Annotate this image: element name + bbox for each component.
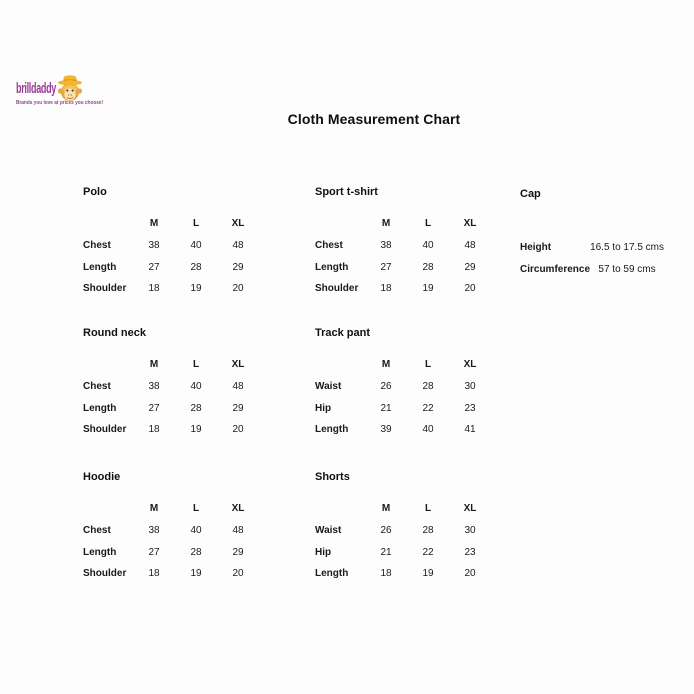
cell-value: 28	[422, 381, 434, 393]
size-col-m: M	[149, 502, 159, 514]
cell-value: 29	[464, 261, 476, 273]
cell-value: 19	[190, 568, 202, 580]
gorilla-with-hat-icon	[57, 74, 83, 102]
row-label: Waist	[315, 525, 342, 537]
cell-value: 28	[190, 402, 202, 414]
cell-value: 30	[464, 381, 476, 393]
size-col-l: L	[424, 502, 432, 514]
shorts-section	[315, 470, 491, 585]
size-col-l: L	[424, 217, 432, 229]
size-col-m: M	[381, 358, 391, 370]
row-label: Shoulder	[83, 568, 127, 580]
hoodie-section	[83, 470, 259, 585]
cell-value: 40	[190, 240, 202, 252]
cell-value: 19	[422, 568, 434, 580]
size-col-l: L	[192, 502, 200, 514]
table-row	[83, 278, 259, 300]
cell-value: 20	[232, 424, 244, 436]
corner-cell	[83, 211, 133, 235]
cell-value: 30	[464, 525, 476, 537]
table-row	[315, 257, 491, 279]
section-title-sport-tshirt: Sport t-shirt	[315, 186, 378, 198]
track-pant-size-table	[315, 352, 491, 441]
table-row	[315, 520, 491, 542]
cell-value: 22	[422, 546, 434, 558]
row-label: Circumference	[520, 263, 591, 275]
size-header-row	[83, 211, 259, 235]
table-row	[83, 542, 259, 564]
row-label: Length	[315, 261, 349, 273]
cell-value: 27	[148, 402, 160, 414]
table-row	[83, 563, 259, 585]
track-pant-section	[315, 326, 491, 441]
cell-value: 23	[464, 402, 476, 414]
cell-value: 48	[232, 525, 244, 537]
sport-tshirt-size-table	[315, 211, 491, 300]
table-row	[315, 419, 491, 441]
table-row	[315, 542, 491, 564]
cap-measurement-table	[520, 236, 664, 280]
brand-wordmark: brilldaddy	[16, 80, 57, 97]
row-label: Hip	[315, 546, 332, 558]
size-col-xl: XL	[231, 502, 245, 514]
polo-size-table	[83, 211, 259, 300]
row-label: Chest	[83, 525, 111, 537]
size-header-row	[315, 496, 491, 520]
cell-value: 38	[148, 240, 160, 252]
section-title-round-neck: Round neck	[83, 327, 146, 339]
size-col-m: M	[149, 358, 159, 370]
cell-value: 23	[464, 546, 476, 558]
row-label: Shoulder	[83, 424, 127, 436]
row-label: Chest	[315, 240, 343, 252]
cell-value: 22	[422, 402, 434, 414]
size-col-xl: XL	[231, 217, 245, 229]
row-label: Shoulder	[83, 283, 127, 295]
row-label: Length	[315, 424, 349, 436]
cell-value: 39	[380, 424, 392, 436]
cell-value: 19	[190, 424, 202, 436]
size-header-row	[83, 352, 259, 376]
cell-value: 40	[422, 424, 434, 436]
size-col-l: L	[192, 217, 200, 229]
table-row	[83, 257, 259, 279]
cell-value: 27	[148, 546, 160, 558]
size-header-row	[315, 211, 491, 235]
cell-value: 57 to 59 cms	[598, 263, 656, 275]
section-title-track-pant: Track pant	[315, 327, 371, 339]
row-label: Waist	[315, 381, 342, 393]
cell-value: 28	[422, 525, 434, 537]
cell-value: 26	[380, 381, 392, 393]
table-row	[83, 419, 259, 441]
cell-value: 18	[148, 568, 160, 580]
cell-value: 21	[380, 402, 392, 414]
cell-value: 29	[232, 546, 244, 558]
cell-value: 40	[422, 240, 434, 252]
row-label: Length	[83, 402, 117, 414]
cell-value: 38	[148, 525, 160, 537]
cell-value: 28	[190, 546, 202, 558]
table-row	[315, 376, 491, 398]
size-header-row	[315, 352, 491, 376]
section-title-shorts: Shorts	[315, 471, 350, 483]
row-label: Chest	[83, 240, 111, 252]
corner-cell	[315, 496, 365, 520]
cell-value: 21	[380, 546, 392, 558]
cell-value: 38	[148, 381, 160, 393]
cell-value: 29	[232, 402, 244, 414]
cell-value: 20	[232, 568, 244, 580]
row-label: Length	[83, 546, 117, 558]
cell-value: 18	[148, 424, 160, 436]
cell-value: 20	[232, 283, 244, 295]
row-label: Height	[520, 241, 552, 253]
cell-value: 48	[464, 240, 476, 252]
table-row	[83, 376, 259, 398]
corner-cell	[83, 496, 133, 520]
size-col-m: M	[149, 217, 159, 229]
table-row	[520, 236, 664, 258]
cell-value: 20	[464, 568, 476, 580]
cell-value: 27	[380, 261, 392, 273]
cell-value: 28	[422, 261, 434, 273]
cell-value: 28	[190, 261, 202, 273]
size-col-l: L	[192, 358, 200, 370]
section-title-hoodie: Hoodie	[83, 471, 121, 483]
cap-section	[520, 187, 664, 280]
cell-value: 19	[190, 283, 202, 295]
corner-cell	[83, 352, 133, 376]
cell-value: 19	[422, 283, 434, 295]
row-label: Shoulder	[315, 283, 359, 295]
size-col-xl: XL	[463, 502, 477, 514]
polo-section	[83, 185, 259, 300]
size-col-m: M	[381, 502, 391, 514]
table-row	[83, 398, 259, 420]
cell-value: 48	[232, 240, 244, 252]
section-title-polo: Polo	[83, 186, 107, 198]
cell-value: 20	[464, 283, 476, 295]
table-row	[315, 398, 491, 420]
shorts-size-table	[315, 496, 491, 585]
cell-value: 18	[380, 283, 392, 295]
row-label: Length	[315, 568, 349, 580]
round-neck-size-table	[83, 352, 259, 441]
size-col-m: M	[381, 217, 391, 229]
cell-value: 18	[148, 283, 160, 295]
cell-value: 38	[380, 240, 392, 252]
cell-value: 41	[464, 424, 476, 436]
cell-value: 40	[190, 381, 202, 393]
size-col-xl: XL	[231, 358, 245, 370]
page-title: Cloth Measurement Chart	[287, 111, 461, 127]
sport-tshirt-section	[315, 185, 491, 300]
row-label: Chest	[83, 381, 111, 393]
table-row	[520, 258, 664, 280]
table-row	[83, 235, 259, 257]
size-col-xl: XL	[463, 217, 477, 229]
cell-value: 40	[190, 525, 202, 537]
round-neck-section	[83, 326, 259, 441]
cell-value: 16.5 to 17.5 cms	[590, 241, 664, 253]
hoodie-size-table	[83, 496, 259, 585]
cell-value: 26	[380, 525, 392, 537]
row-label: Length	[83, 261, 117, 273]
section-title-cap: Cap	[520, 188, 541, 200]
cell-value: 48	[232, 381, 244, 393]
table-row	[83, 520, 259, 542]
row-label: Hip	[315, 402, 332, 414]
corner-cell	[315, 211, 365, 235]
size-col-l: L	[424, 358, 432, 370]
cell-value: 29	[232, 261, 244, 273]
table-row	[315, 278, 491, 300]
cell-value: 18	[380, 568, 392, 580]
table-row	[315, 563, 491, 585]
corner-cell	[315, 352, 365, 376]
cell-value: 27	[148, 261, 160, 273]
size-header-row	[83, 496, 259, 520]
brand-tagline: Brands you love at prices you choose!	[16, 100, 104, 106]
table-row	[315, 235, 491, 257]
size-col-xl: XL	[463, 358, 477, 370]
